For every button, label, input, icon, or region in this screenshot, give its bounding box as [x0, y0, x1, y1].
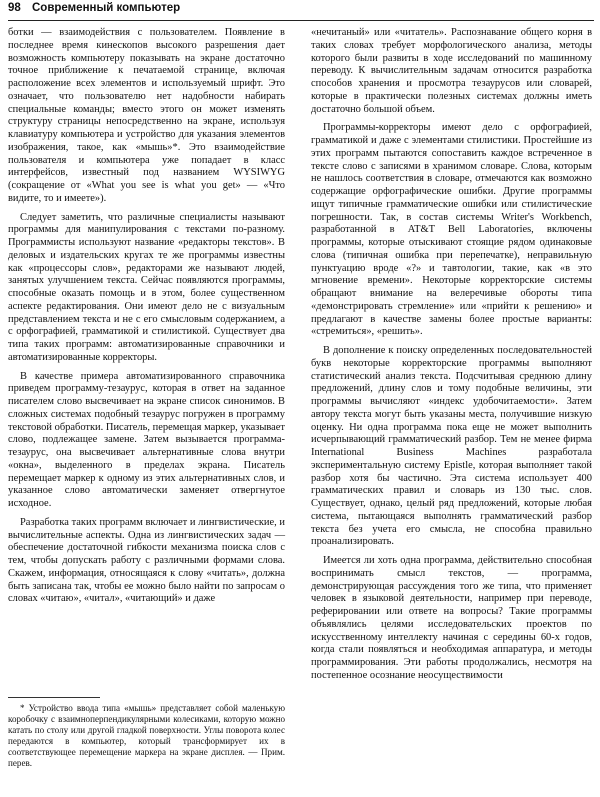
paragraph: Разработка таких программ включает и лингвистические, и вычислительные аспекты. Одна из лингвистических задач — обеспечение достаточной гибкости механизма поиска слов с тем, чтобы допускать работу с различными формами слова. Скажем, информация, относящаяся к слову «читать», должна быть записана так, чтобы ее можно было найти по запросам о словах «читаю», «читал», «читающий» и даже	[8, 516, 285, 605]
paragraph: Программы-корректоры имеют дело с орфографией, грамматикой и даже с элементами стилистики. Простейшие из этих программ пытаются сопоставить каждое встреченное в тексте слово с записями в хранимом словаре. Слова, которым не нашлось соответствия в словаре, отмечаются как возможно содержащие орфографические ошибки. Другие программы ищут типичные грамматические ошибки или стилистические погрешности. Так, в состав системы Writer's Workbench, разработанной в AT&T Bell Laboratories, включены программы, которые отыскивают стоящие рядом одинаковые слова (типичная ошибка при перепечатке), неправильную пунктуацию вроде «?» и тавтологии, такие, как «в это мгновение времени». Некоторые корректорские системы обращают внимание на велеречивые обороты типа «демонстрировать стремление» или «прийти к решению» и предлагают в качестве замены более простые варианты: «стремиться», «решить».	[311, 122, 592, 338]
paragraph: Имеется ли хоть одна программа, действительно способная воспринимать смысл текстов, — программа, демонстрирующая рассуждения того же типа, что применяет человек в языковой деятельности, например при переводе, реферировании или ответе на вопросы? Такие программы объявлялись целями исследовательских проектов по искусственному интеллекту начиная с середины 60-х годов, когда стали появляться и необходимая аппаратура, и методы программирования. Эти работы продолжались, несмотря на постепенное осознание неосуществимости	[311, 555, 592, 681]
paragraph: Следует заметить, что различные специалисты называют программы для манипулирования с текстами по-разному. Программисты используют название «редакторы текстов». В деловых и издательских кругах те же программы известны как «процессоры слов», редакторами же называют людей, занятых улучшением текста. Сейчас появляются программы, способные оказать помощь и в этом, более существенном аспекте редактирования. Они имеют дело не с визуальным представлением текста и не с его смысловым содержанием, а с орфографией, грамматикой и стилистикой. Существует два типа таких программ: автоматизированные справочники и автоматизированные корректоры.	[8, 211, 285, 363]
header-rule	[8, 20, 594, 21]
paragraph: ботки — взаимодействия с пользователем. Появление в последнее время кинескопов высокого разрешения дает возможность компьютеру показывать на экране достаточно точное приближение к печатаемой странице, включая расположение всех элементов и используемый шрифт. Это означает, что пользователю нет надобности набирать специальные команды; вместо этого он может изменять структуру страницы непосредственно на экране, используя клавиатуру компьютера и устройство для указания элементов изображения, такое, как «мышь»*. Это взаимодействие пользователя и компьютера уже попадает в класс интерфейсов, известный под названием WYSIWYG (сокращение от «What you see is what you get» — «Что видите, то и имеете»).	[8, 27, 285, 204]
footnote	[8, 703, 285, 770]
left-column	[8, 27, 285, 606]
right-column	[311, 27, 592, 683]
footnote-text: * Устройство ввода типа «мышь» представляет собой маленькую коробочку с взаимноперпендикулярными колесиками, которую можно катать по столу или другой гладкой поверхности. Углы поворота колес передаются в компьютер, который трансформирует их в соответствующее перемещение маркера на экране дисплея. — Прим. перев.	[8, 703, 285, 769]
paragraph: В качестве примера автоматизированного справочника приведем программу-тезаурус, которая в ответ на заданное писателем слово высвечивает на экране список синонимов. В сложных системах подобный тезаурус погружен в программу текстовой обработки. Писатель, перемещая маркер, указывает слово, подлежащее замене. Затем вызывается программа-тезаурус, она высвечивает альтернативные слова внутри «окна», выделенного в пределах экрана. Писатель перемещает маркер к одному из этих альтернативных слов, и указанное слово автоматически заменяет отвергнутое исходное.	[8, 370, 285, 509]
page-number: 98	[8, 2, 21, 14]
paragraph: В дополнение к поиску определенных последовательностей букв некоторые корректорские программы выполняют статистический анализ текста. Подсчитывая среднюю длину предложений, длину слов и тому подобные величины, эти программы вычисляют «индекс удобочитаемости». Затем автору текста могут быть указаны места, получившие низкую оценку. Ни одна программа пока еще не может выполнить исчерпывающий грамматический разбор. Тем не менее фирма International Business Machines разработала экспериментальную систему Epistle, которая выполняет такой разбор хотя бы частично. Эта система использует 400 грамматических правил и словарь из 130 тыс. слов. Существует, однако, целый ряд предложений, которые любая система, пытающаяся выполнять грамматический разбор текста без учета его смысла, не способна правильно проанализировать.	[311, 345, 592, 548]
paragraph: «нечитаный» или «читатель». Распознавание общего корня в таких словах требует морфологического анализа, методы которого были развиты в ходе исследований по машинному переводу. К вычислительным задачам относится разработка способов хранения и просмотра тезаурусов или словарей, которые в практически полезных системах должны иметь достаточно большой объем.	[311, 27, 592, 115]
footnote-rule	[8, 697, 100, 698]
running-header	[8, 2, 592, 18]
running-title: Современный компьютер	[32, 2, 181, 14]
